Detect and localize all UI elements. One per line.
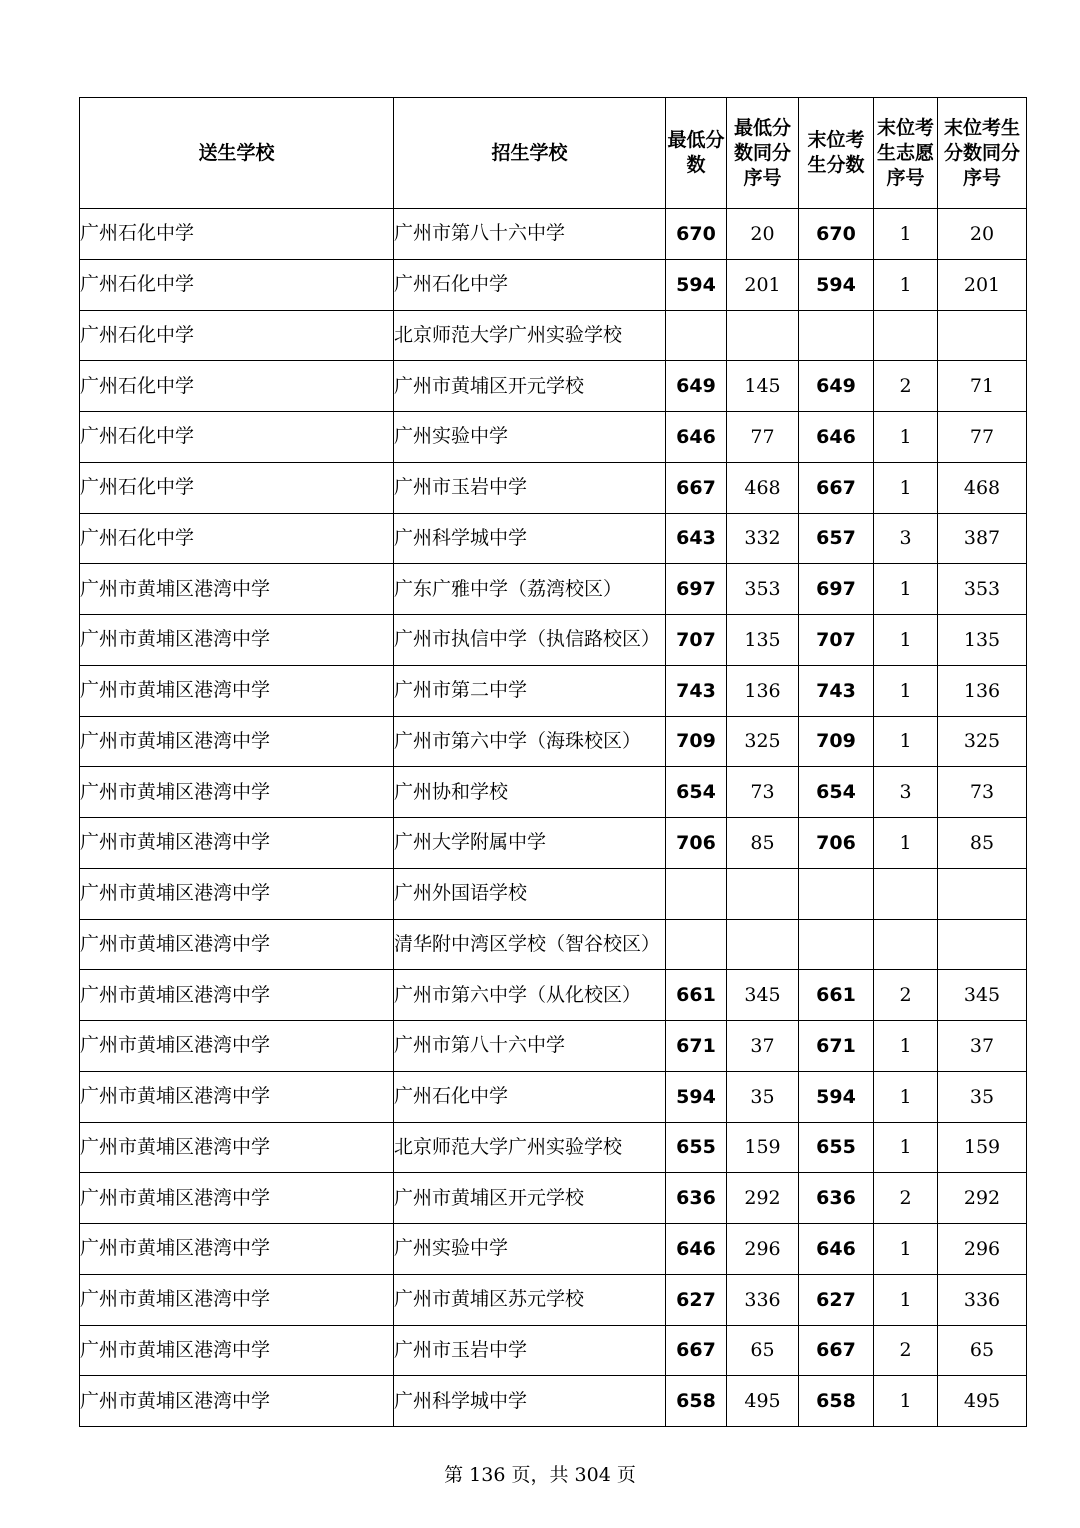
- min-score-cell: 667: [666, 1325, 727, 1376]
- header-sending-school: 送生学校: [80, 98, 394, 209]
- min-score-rank-cell: 468: [727, 462, 799, 513]
- min-score-cell: 743: [666, 665, 727, 716]
- sending-school-cell: 广州市黄埔区港湾中学: [80, 868, 394, 919]
- last-choice-cell: 1: [874, 818, 938, 869]
- last-score-cell: 655: [799, 1122, 874, 1173]
- admitting-school-cell: 广州科学城中学: [394, 513, 666, 564]
- table-row: [80, 767, 1027, 818]
- min-score-rank-cell: 353: [727, 564, 799, 615]
- last-choice-cell: 1: [874, 564, 938, 615]
- table-row: [80, 259, 1027, 310]
- header-last-score: 末位考生分数: [799, 98, 874, 209]
- last-choice-cell: 2: [874, 361, 938, 412]
- sending-school-cell: 广州石化中学: [80, 412, 394, 463]
- table-row: [80, 665, 1027, 716]
- last-score-cell: 658: [799, 1376, 874, 1427]
- last-score-cell: 646: [799, 1224, 874, 1275]
- last-score-cell: 646: [799, 412, 874, 463]
- last-score-cell: [799, 310, 874, 361]
- min-score-cell: 706: [666, 818, 727, 869]
- last-rank-cell: 65: [938, 1325, 1027, 1376]
- header-last-rank: 末位考生分数同分序号: [938, 98, 1027, 209]
- table-row: [80, 1173, 1027, 1224]
- last-score-cell: 667: [799, 462, 874, 513]
- admitting-school-cell: 广州外国语学校: [394, 868, 666, 919]
- min-score-cell: 697: [666, 564, 727, 615]
- sending-school-cell: 广州市黄埔区港湾中学: [80, 1376, 394, 1427]
- sending-school-cell: 广州市黄埔区港湾中学: [80, 665, 394, 716]
- admitting-school-cell: 广州实验中学: [394, 412, 666, 463]
- last-score-cell: 661: [799, 970, 874, 1021]
- last-rank-cell: 353: [938, 564, 1027, 615]
- last-score-cell: 697: [799, 564, 874, 615]
- last-choice-cell: 2: [874, 970, 938, 1021]
- last-choice-cell: 1: [874, 1071, 938, 1122]
- last-choice-cell: 3: [874, 767, 938, 818]
- admitting-school-cell: 广州市黄埔区开元学校: [394, 361, 666, 412]
- admitting-school-cell: 广州市玉岩中学: [394, 462, 666, 513]
- last-score-cell: [799, 868, 874, 919]
- page-number-footer: 第 136 页，共 304 页: [444, 1464, 636, 1486]
- sending-school-cell: 广州石化中学: [80, 209, 394, 260]
- table-row: [80, 209, 1027, 260]
- last-rank-cell: 387: [938, 513, 1027, 564]
- last-rank-cell: 136: [938, 665, 1027, 716]
- admission-score-table: [79, 97, 1027, 1427]
- min-score-rank-cell: [727, 868, 799, 919]
- last-rank-cell: 201: [938, 259, 1027, 310]
- min-score-rank-cell: 336: [727, 1274, 799, 1325]
- min-score-rank-cell: 135: [727, 615, 799, 666]
- min-score-cell: 627: [666, 1274, 727, 1325]
- sending-school-cell: 广州石化中学: [80, 259, 394, 310]
- admitting-school-cell: 广州市第六中学（从化校区）: [394, 970, 666, 1021]
- min-score-rank-cell: 35: [727, 1071, 799, 1122]
- table-row: [80, 919, 1027, 970]
- admitting-school-cell: 广州协和学校: [394, 767, 666, 818]
- min-score-rank-cell: 201: [727, 259, 799, 310]
- admitting-school-cell: 广东广雅中学（荔湾校区）: [394, 564, 666, 615]
- last-rank-cell: 336: [938, 1274, 1027, 1325]
- admitting-school-cell: 广州大学附属中学: [394, 818, 666, 869]
- table-row: [80, 1274, 1027, 1325]
- last-rank-cell: 85: [938, 818, 1027, 869]
- min-score-rank-cell: 20: [727, 209, 799, 260]
- sending-school-cell: 广州市黄埔区港湾中学: [80, 564, 394, 615]
- table-body: [80, 209, 1027, 1427]
- last-rank-cell: 325: [938, 716, 1027, 767]
- last-choice-cell: 1: [874, 412, 938, 463]
- last-rank-cell: 135: [938, 615, 1027, 666]
- sending-school-cell: 广州石化中学: [80, 513, 394, 564]
- min-score-rank-cell: 345: [727, 970, 799, 1021]
- last-choice-cell: 2: [874, 1325, 938, 1376]
- table-row: [80, 716, 1027, 767]
- last-choice-cell: 1: [874, 716, 938, 767]
- min-score-cell: 654: [666, 767, 727, 818]
- table-row: [80, 412, 1027, 463]
- last-choice-cell: 1: [874, 209, 938, 260]
- table-row: [80, 868, 1027, 919]
- sending-school-cell: 广州市黄埔区港湾中学: [80, 1325, 394, 1376]
- last-score-cell: 594: [799, 259, 874, 310]
- min-score-rank-cell: [727, 919, 799, 970]
- table-row: [80, 1071, 1027, 1122]
- min-score-rank-cell: 332: [727, 513, 799, 564]
- last-score-cell: 654: [799, 767, 874, 818]
- last-score-cell: [799, 919, 874, 970]
- min-score-cell: 646: [666, 1224, 727, 1275]
- table-row: [80, 1325, 1027, 1376]
- last-score-cell: 707: [799, 615, 874, 666]
- sending-school-cell: 广州市黄埔区港湾中学: [80, 818, 394, 869]
- last-rank-cell: 35: [938, 1071, 1027, 1122]
- min-score-cell: [666, 919, 727, 970]
- min-score-rank-cell: 73: [727, 767, 799, 818]
- min-score-cell: 594: [666, 1071, 727, 1122]
- min-score-cell: 707: [666, 615, 727, 666]
- last-score-cell: 649: [799, 361, 874, 412]
- min-score-cell: 649: [666, 361, 727, 412]
- table-header-row: [80, 98, 1027, 209]
- last-rank-cell: 468: [938, 462, 1027, 513]
- min-score-cell: 671: [666, 1021, 727, 1072]
- last-rank-cell: 77: [938, 412, 1027, 463]
- header-min-score-rank: 最低分数同分序号: [727, 98, 799, 209]
- table-row: [80, 310, 1027, 361]
- admitting-school-cell: 清华附中湾区学校（智谷校区）: [394, 919, 666, 970]
- last-choice-cell: [874, 310, 938, 361]
- last-score-cell: 594: [799, 1071, 874, 1122]
- last-score-cell: 709: [799, 716, 874, 767]
- last-choice-cell: [874, 919, 938, 970]
- header-last-choice: 末位考生志愿序号: [874, 98, 938, 209]
- admitting-school-cell: 北京师范大学广州实验学校: [394, 1122, 666, 1173]
- min-score-rank-cell: 495: [727, 1376, 799, 1427]
- min-score-rank-cell: 296: [727, 1224, 799, 1275]
- min-score-cell: [666, 868, 727, 919]
- min-score-cell: 661: [666, 970, 727, 1021]
- sending-school-cell: 广州市黄埔区港湾中学: [80, 1122, 394, 1173]
- sending-school-cell: 广州市黄埔区港湾中学: [80, 1021, 394, 1072]
- table-row: [80, 1224, 1027, 1275]
- sending-school-cell: 广州市黄埔区港湾中学: [80, 970, 394, 1021]
- sending-school-cell: 广州市黄埔区港湾中学: [80, 919, 394, 970]
- sending-school-cell: 广州市黄埔区港湾中学: [80, 1173, 394, 1224]
- admitting-school-cell: 北京师范大学广州实验学校: [394, 310, 666, 361]
- last-rank-cell: [938, 868, 1027, 919]
- last-rank-cell: 37: [938, 1021, 1027, 1072]
- min-score-cell: 594: [666, 259, 727, 310]
- sending-school-cell: 广州市黄埔区港湾中学: [80, 1224, 394, 1275]
- admitting-school-cell: 广州市黄埔区苏元学校: [394, 1274, 666, 1325]
- last-rank-cell: [938, 919, 1027, 970]
- table-row: [80, 615, 1027, 666]
- sending-school-cell: 广州石化中学: [80, 462, 394, 513]
- last-score-cell: 667: [799, 1325, 874, 1376]
- last-rank-cell: 292: [938, 1173, 1027, 1224]
- last-rank-cell: 159: [938, 1122, 1027, 1173]
- last-choice-cell: 1: [874, 1376, 938, 1427]
- last-score-cell: 670: [799, 209, 874, 260]
- admitting-school-cell: 广州市第六中学（海珠校区）: [394, 716, 666, 767]
- last-choice-cell: 1: [874, 665, 938, 716]
- table-row: [80, 513, 1027, 564]
- sending-school-cell: 广州市黄埔区港湾中学: [80, 767, 394, 818]
- last-score-cell: 636: [799, 1173, 874, 1224]
- last-choice-cell: [874, 868, 938, 919]
- admitting-school-cell: 广州市第二中学: [394, 665, 666, 716]
- last-choice-cell: 1: [874, 259, 938, 310]
- last-score-cell: 627: [799, 1274, 874, 1325]
- min-score-cell: 636: [666, 1173, 727, 1224]
- last-choice-cell: 3: [874, 513, 938, 564]
- sending-school-cell: 广州市黄埔区港湾中学: [80, 716, 394, 767]
- last-score-cell: 706: [799, 818, 874, 869]
- min-score-rank-cell: 159: [727, 1122, 799, 1173]
- sending-school-cell: 广州石化中学: [80, 310, 394, 361]
- min-score-cell: 655: [666, 1122, 727, 1173]
- admitting-school-cell: 广州科学城中学: [394, 1376, 666, 1427]
- table-row: [80, 564, 1027, 615]
- min-score-rank-cell: 136: [727, 665, 799, 716]
- admitting-school-cell: 广州市黄埔区开元学校: [394, 1173, 666, 1224]
- admitting-school-cell: 广州市执信中学（执信路校区）: [394, 615, 666, 666]
- table-row: [80, 818, 1027, 869]
- admitting-school-cell: 广州市玉岩中学: [394, 1325, 666, 1376]
- min-score-cell: 670: [666, 209, 727, 260]
- last-rank-cell: 296: [938, 1224, 1027, 1275]
- min-score-rank-cell: 85: [727, 818, 799, 869]
- table-row: [80, 970, 1027, 1021]
- min-score-cell: 646: [666, 412, 727, 463]
- last-score-cell: 743: [799, 665, 874, 716]
- last-choice-cell: 1: [874, 1274, 938, 1325]
- table-row: [80, 462, 1027, 513]
- admitting-school-cell: 广州石化中学: [394, 259, 666, 310]
- header-admitting-school: 招生学校: [394, 98, 666, 209]
- table-row: [80, 1021, 1027, 1072]
- last-score-cell: 657: [799, 513, 874, 564]
- min-score-rank-cell: 77: [727, 412, 799, 463]
- min-score-cell: [666, 310, 727, 361]
- admitting-school-cell: 广州市第八十六中学: [394, 209, 666, 260]
- last-rank-cell: 345: [938, 970, 1027, 1021]
- min-score-rank-cell: 65: [727, 1325, 799, 1376]
- min-score-cell: 667: [666, 462, 727, 513]
- last-choice-cell: 1: [874, 1122, 938, 1173]
- min-score-cell: 709: [666, 716, 727, 767]
- sending-school-cell: 广州市黄埔区港湾中学: [80, 615, 394, 666]
- last-choice-cell: 1: [874, 1021, 938, 1072]
- table-row: [80, 361, 1027, 412]
- last-score-cell: 671: [799, 1021, 874, 1072]
- sending-school-cell: 广州市黄埔区港湾中学: [80, 1274, 394, 1325]
- min-score-rank-cell: 145: [727, 361, 799, 412]
- table-row: [80, 1122, 1027, 1173]
- last-rank-cell: 20: [938, 209, 1027, 260]
- admitting-school-cell: 广州市第八十六中学: [394, 1021, 666, 1072]
- table-row: [80, 1376, 1027, 1427]
- min-score-rank-cell: [727, 310, 799, 361]
- last-choice-cell: 1: [874, 615, 938, 666]
- last-rank-cell: [938, 310, 1027, 361]
- min-score-rank-cell: 37: [727, 1021, 799, 1072]
- last-rank-cell: 73: [938, 767, 1027, 818]
- min-score-cell: 658: [666, 1376, 727, 1427]
- last-rank-cell: 71: [938, 361, 1027, 412]
- last-rank-cell: 495: [938, 1376, 1027, 1427]
- admitting-school-cell: 广州石化中学: [394, 1071, 666, 1122]
- min-score-rank-cell: 292: [727, 1173, 799, 1224]
- last-choice-cell: 1: [874, 1224, 938, 1275]
- sending-school-cell: 广州石化中学: [80, 361, 394, 412]
- header-min-score: 最低分数: [666, 98, 727, 209]
- admitting-school-cell: 广州实验中学: [394, 1224, 666, 1275]
- last-choice-cell: 2: [874, 1173, 938, 1224]
- min-score-cell: 643: [666, 513, 727, 564]
- last-choice-cell: 1: [874, 462, 938, 513]
- min-score-rank-cell: 325: [727, 716, 799, 767]
- sending-school-cell: 广州市黄埔区港湾中学: [80, 1071, 394, 1122]
